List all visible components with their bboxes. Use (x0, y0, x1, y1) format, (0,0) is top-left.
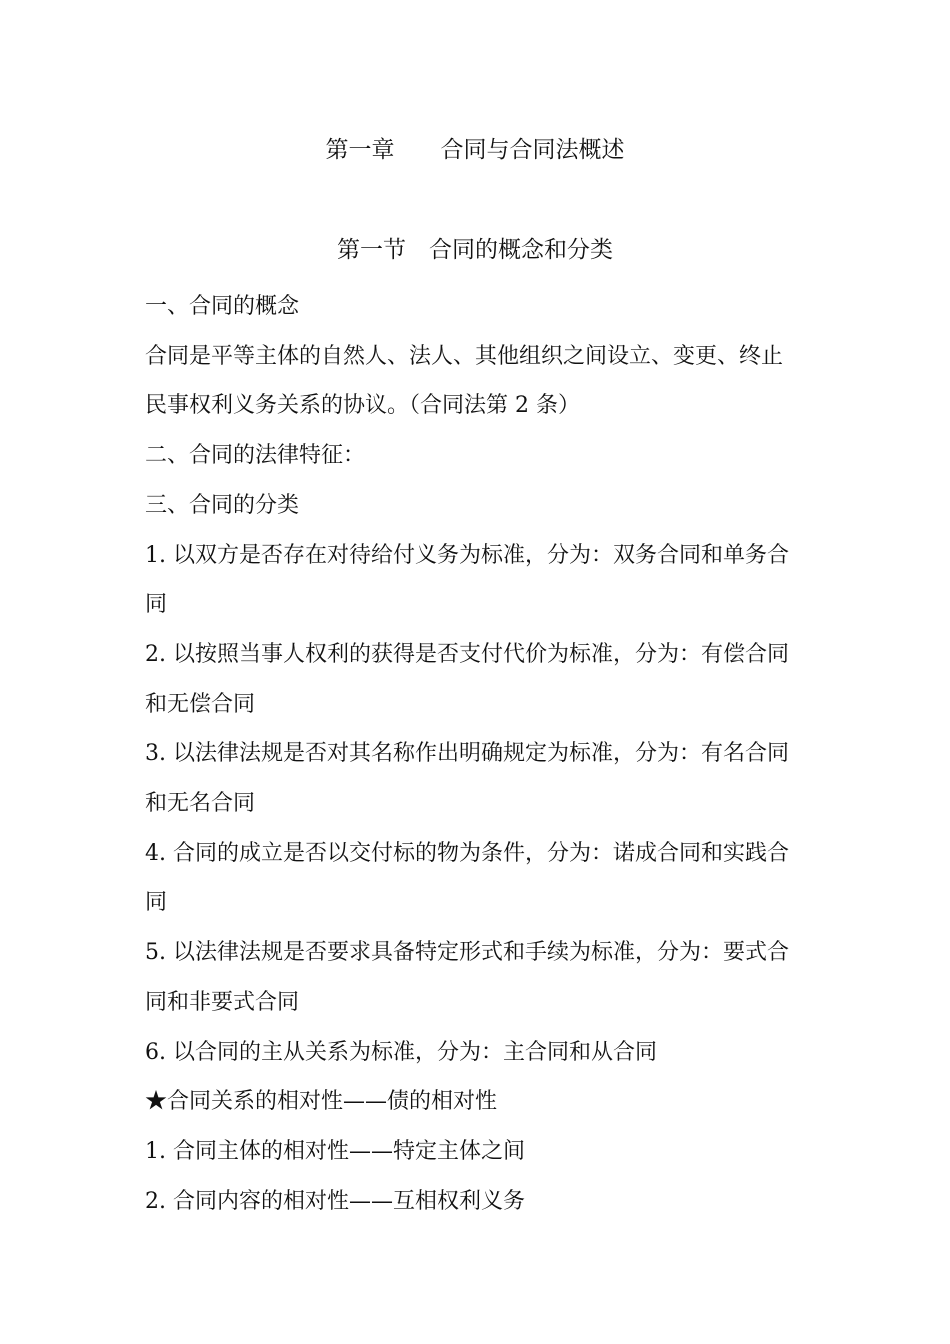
list-item-line: 和无偿合同 (145, 691, 256, 717)
list-item-line: 同 (145, 592, 168, 618)
section-title: 第一节 合同的概念和分类 (337, 237, 613, 263)
list-item-line: 6. 以合同的主从关系为标准，分为：主合同和从合同 (145, 1039, 657, 1065)
list-item-line: 3. 以法律法规是否对其名称作出明确规定为标准，分为：有名合同 (145, 741, 789, 767)
list-item-line: 2. 合同内容的相对性——互相权利义务 (145, 1188, 525, 1214)
star-heading: ★合同关系的相对性——债的相对性 (145, 1089, 498, 1115)
list-item-line: 和无名合同 (145, 791, 256, 817)
heading-concept: 一、合同的概念 (145, 294, 300, 319)
list-item-line: 4. 合同的成立是否以交付标的物为条件，分为：诺成合同和实践合 (145, 840, 789, 866)
list-item-line: 1. 以双方是否存在对待给付义务为标准，分为：双务合同和单务合 (145, 542, 789, 568)
list-item-line: 2. 以按照当事人权利的获得是否支付代价为标准，分为：有偿合同 (145, 641, 789, 667)
body-text (145, 282, 810, 1226)
list-item-line: 5. 以法律法规是否要求具备特定形式和手续为标准，分为：要式合 (145, 940, 789, 966)
list-item-line: 同 (145, 890, 168, 916)
list-item-line: 同和非要式合同 (145, 989, 300, 1015)
list-item-line: 1. 合同主体的相对性——特定主体之间 (145, 1138, 525, 1164)
paragraph-line: 合同是平等主体的自然人、法人、其他组织之间设立、变更、终止 (145, 343, 784, 369)
paragraph-line: 民事权利义务关系的协议。（合同法第 2 条） (145, 393, 580, 419)
chapter-title: 第一章 合同与合同法概述 (325, 137, 625, 163)
heading-classification: 三、合同的分类 (145, 492, 300, 518)
heading-legal-features: 二、合同的法律特征： (145, 443, 366, 469)
